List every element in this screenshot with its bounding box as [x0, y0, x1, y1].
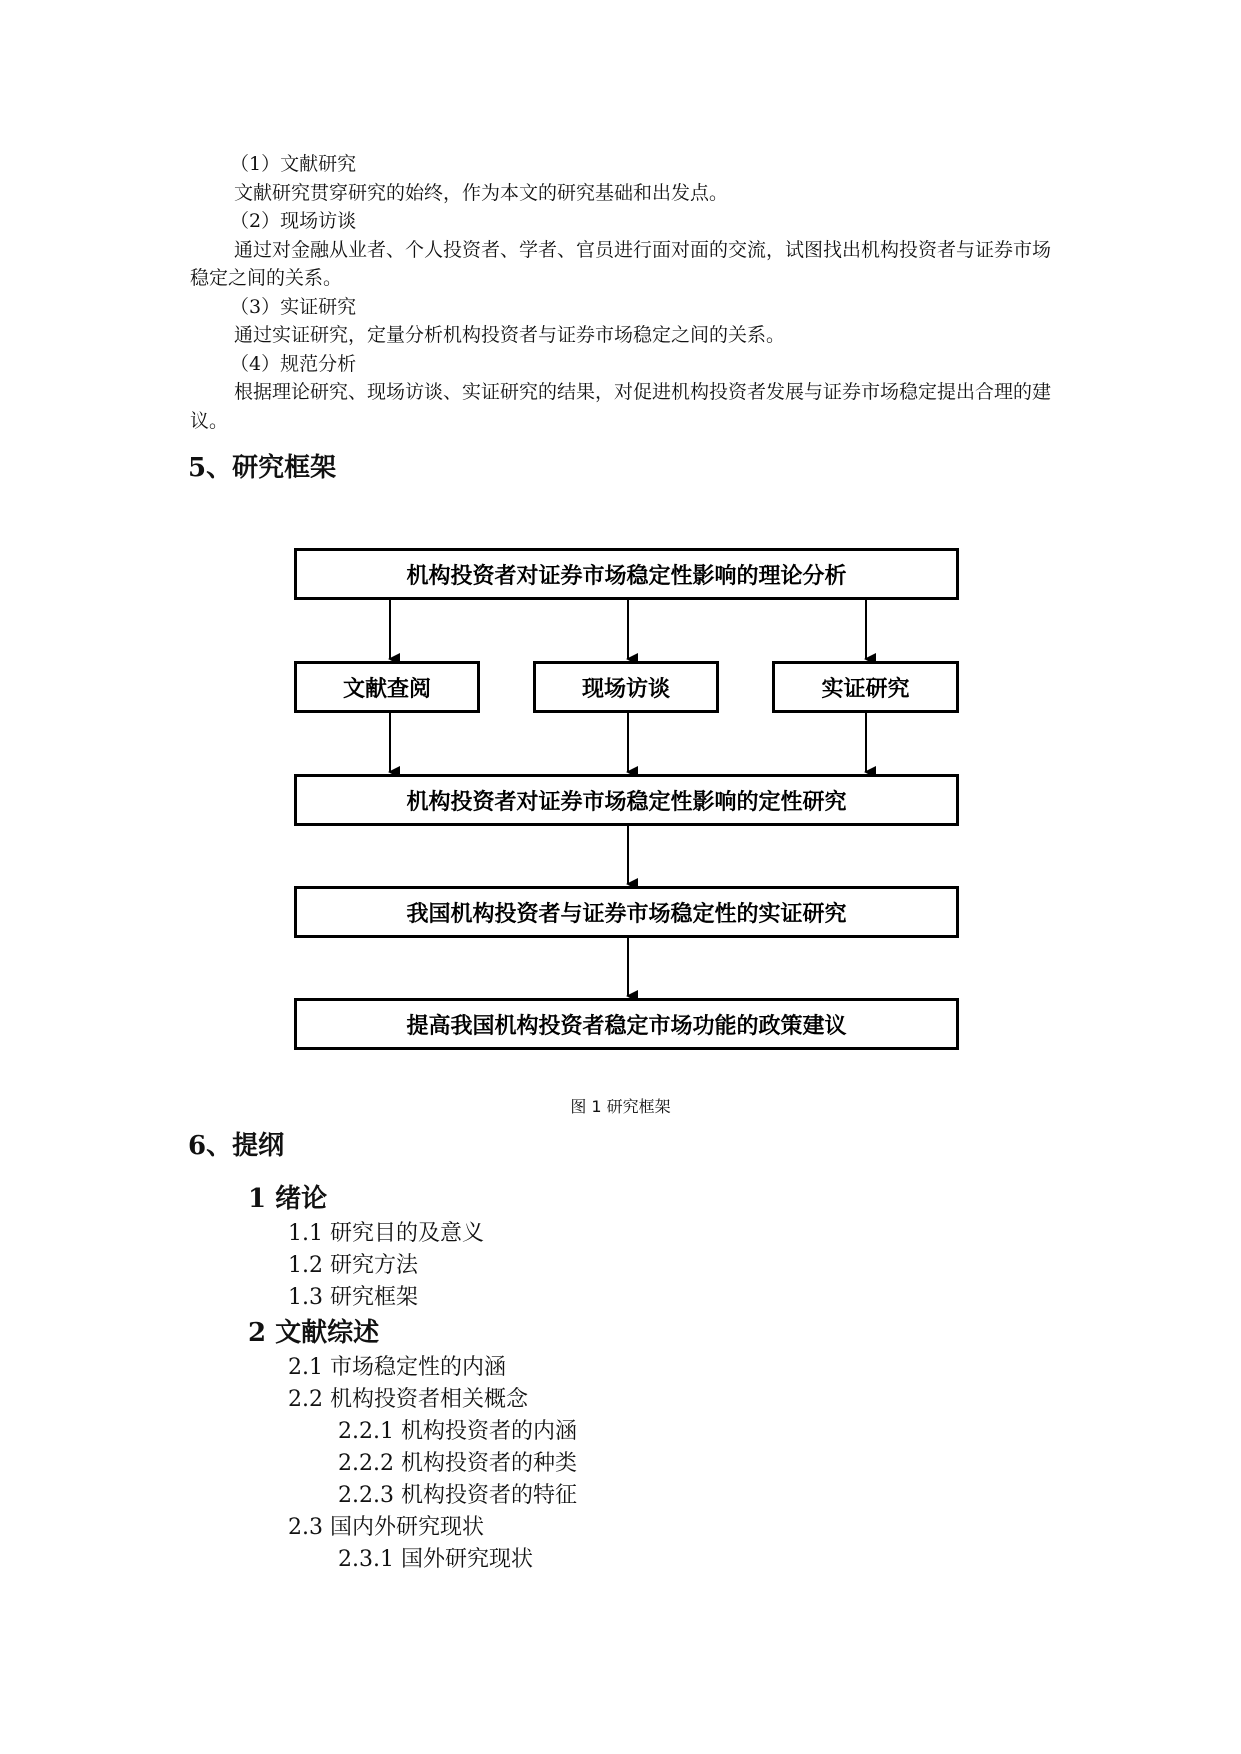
section-title-framework: 5、研究框架: [188, 453, 337, 483]
outline-chapter: 1 绪论: [248, 1184, 328, 1214]
box-empirical-research: [294, 886, 959, 938]
box-label: 机构投资者对证券市场稳定性影响的理论分析: [406, 563, 847, 589]
method-heading: （1）文献研究: [230, 153, 357, 175]
box-label: 机构投资者对证券市场稳定性影响的定性研究: [406, 789, 847, 815]
method-heading: （2）现场访谈: [230, 210, 357, 232]
box-policy-suggestions: [294, 998, 959, 1050]
outline-item: 2.1 市场稳定性的内涵: [288, 1355, 506, 1380]
box-label: 文献查阅: [342, 676, 431, 702]
outline-subitem: 2.3.1 国外研究现状: [338, 1547, 533, 1572]
outline-subitem: 2.2.3 机构投资者的特征: [338, 1483, 577, 1508]
outline-item: 2.3 国内外研究现状: [288, 1515, 484, 1540]
box-label: 提高我国机构投资者稳定市场功能的政策建议: [406, 1013, 847, 1039]
box-qualitative-research: [294, 774, 959, 826]
outline-item: 1.1 研究目的及意义: [288, 1221, 484, 1246]
method-paragraph: 根据理论研究、现场访谈、实证研究的结果，对促进机构投资者发展与证券市场稳定提出合理的建议。: [190, 381, 1052, 432]
outline-subitem: 2.2.1 机构投资者的内涵: [338, 1419, 577, 1444]
outline-item: 1.3 研究框架: [288, 1285, 418, 1310]
box-method-empirical: [772, 661, 959, 713]
outline-item: 2.2 机构投资者相关概念: [288, 1387, 528, 1412]
method-heading: （4）规范分析: [230, 352, 357, 375]
outline-chapter: 2 文献综述: [248, 1318, 380, 1348]
outline-subitem: 2.2.2 机构投资者的种类: [338, 1451, 577, 1476]
box-label: 现场访谈: [581, 676, 670, 702]
box-label: 我国机构投资者与证券市场稳定性的实证研究: [406, 901, 847, 927]
box-method-interview: [533, 661, 719, 713]
figure-caption: 图 1 研究框架: [570, 1097, 671, 1116]
section-title-outline: 6、提纲: [188, 1131, 285, 1161]
method-paragraph: 文献研究贯穿研究的始终，作为本文的研究基础和出发点。: [234, 181, 729, 204]
box-label: 实证研究: [821, 676, 910, 702]
method-heading: （3）实证研究: [230, 295, 357, 318]
outline-item: 1.2 研究方法: [288, 1253, 418, 1278]
method-paragraph: 通过实证研究，定量分析机构投资者与证券市场稳定之间的关系。: [234, 324, 786, 346]
method-paragraph: 通过对金融从业者、个人投资者、学者、官员进行面对面的交流，试图找出机构投资者与证券市场稳定之间的关系。: [190, 238, 1052, 289]
box-method-literature: [294, 661, 480, 713]
box-theoretical-analysis: [294, 548, 959, 600]
